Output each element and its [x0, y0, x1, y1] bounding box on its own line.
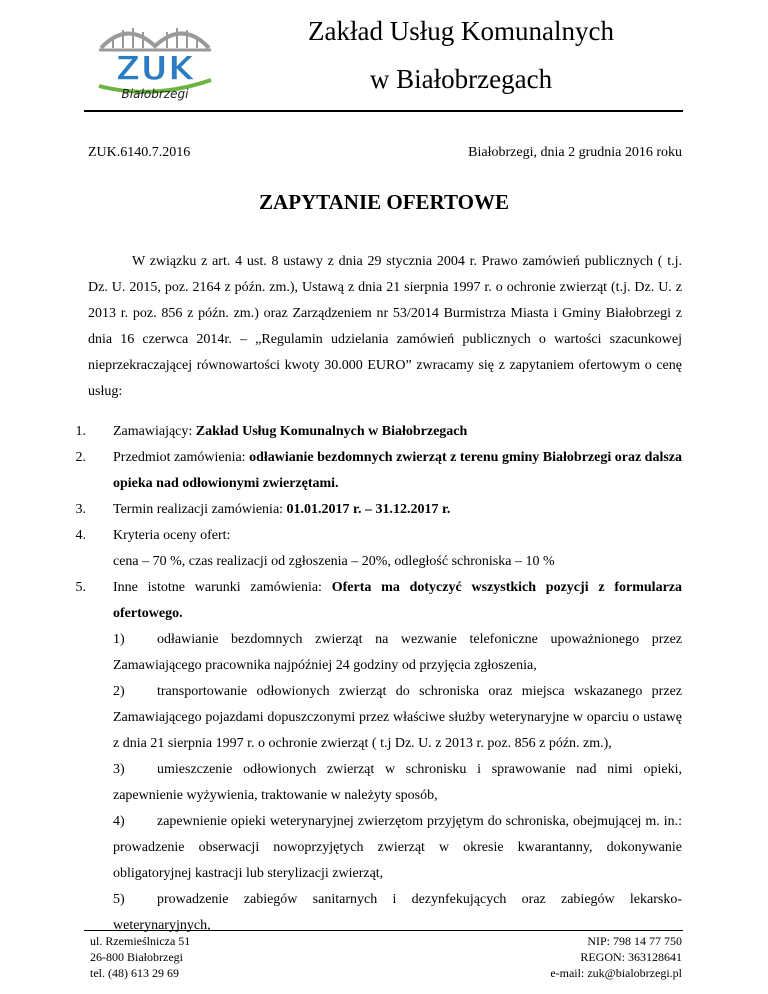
footer-identifiers: [550, 933, 682, 981]
sub-item: [113, 887, 682, 939]
footer-nip: NIP: 798 14 77 750: [587, 934, 682, 948]
sub-item: [113, 809, 682, 887]
zuk-logo: [93, 14, 218, 102]
list-item: [75, 497, 682, 523]
document-date: Białobrzegi, dnia 2 grudnia 2016 roku: [468, 145, 682, 160]
list-number: 1.: [75, 424, 86, 439]
requirements-list: [75, 419, 682, 939]
list-item: [75, 419, 682, 445]
reference-number: ZUK.6140.7.2016: [88, 145, 191, 160]
sub-item-text: prowadzenie zabiegów sanitarnych i dezynfekujących oraz zabiegów lekarsko-weterynaryjnych,: [113, 892, 682, 933]
sub-item: [113, 679, 682, 757]
header-divider: [84, 110, 683, 112]
organization-name: Zakład Usług Komunalnych: [308, 16, 614, 46]
logo-subtext: Białobrzegi: [121, 87, 189, 101]
item-label: Zamawiający:: [113, 424, 196, 439]
document-title: ZAPYTANIE OFERTOWE: [259, 190, 509, 214]
list-item: [75, 445, 682, 497]
sub-item: [113, 757, 682, 809]
footer-street: ul. Rzemieślnicza 51: [90, 934, 191, 948]
item-label: Kryteria oceny ofert:: [113, 528, 231, 543]
document-body: [75, 249, 682, 939]
list-number: 4.: [75, 528, 86, 543]
footer-regon: REGON: 363128641: [580, 950, 682, 964]
item-detail: cena – 70 %, czas realizacji od zgłoszenia – 20%, odległość schroniska – 10 %: [113, 554, 555, 569]
item-label: Inne istotne warunki zamówienia:: [113, 580, 332, 595]
sub-item-text: zapewnienie opieki weterynaryjnej zwierzętom przyjętym do schroniska, obejmującej m. in.: prowadzenie obserwacji nowoprzyjętych zwierząt w okresie kwarantanny, dokonywanie obligatoryjnej kastracji lub sterylizacji zwierząt,: [113, 814, 682, 881]
sub-item-number: 2): [113, 684, 125, 699]
footer-address: [90, 933, 190, 981]
item-value: Oferta ma dotyczyć wszystkich pozycji z formularza ofertowego.: [113, 580, 682, 621]
item-value: Zakład Usług Komunalnych w Białobrzegach: [195, 424, 468, 439]
item-value: 01.01.2017 r. – 31.12.2017 r.: [286, 502, 451, 517]
footer-email: e-mail: zuk@bialobrzegi.pl: [550, 966, 682, 980]
sub-item-text: umieszczenie odłowionych zwierząt w schronisku i sprawowanie nad nimi opieki, zapewnienie wyżywienia, traktowanie w należyty sposób,: [113, 762, 682, 803]
list-item: [75, 523, 682, 575]
sub-item-number: 4): [113, 814, 125, 829]
list-number: 2.: [75, 450, 86, 465]
sub-item-number: 3): [113, 762, 125, 777]
item-label: Przedmiot zamówienia:: [113, 450, 250, 465]
sub-item-text: odławianie bezdomnych zwierząt na wezwanie telefoniczne upoważnionego przez Zamawiającego pracownika najpóźniej 24 godziny od przyjęcia zgłoszenia,: [113, 632, 682, 673]
list-number: 5.: [75, 580, 86, 595]
zuk-logo-graphic: [93, 14, 218, 102]
footer-phone: tel. (48) 613 29 69: [90, 966, 179, 980]
intro-paragraph: W związku z art. 4 ust. 8 ustawy z dnia 29 stycznia 2004 r. Prawo zamówień publicznych ( t.j. Dz. U. 2015, poz. 2164 z późn. zm.), Ustawą z dnia 21 sierpnia 1997 r. o ochronie zwierząt (t.j. Dz. U. z 2013 r. poz. 856 z późn. zm.) oraz Zarządzeniem nr 53/2014 Burmistrza Miasta i Gminy Białobrzegi z dnia 16 czerwca 2014r. – „Regulamin udzielania zamówień publicznych o wartości szacunkowej nieprzekraczającej równowartości kwoty 30.000 EURO” zwracamy się z zapytaniem ofertowym o cenę usług:: [88, 254, 682, 399]
item-value: odławianie bezdomnych zwierząt z terenu gminy Białobrzegi oraz dalsza opieka nad odłowionymi zwierzętami.: [113, 450, 682, 491]
organization-location: w Białobrzegach: [369, 64, 553, 94]
sub-item-number: 1): [113, 632, 125, 647]
footer-postal: 26-800 Białobrzegi: [90, 950, 183, 964]
logo-text: ZUK: [115, 49, 195, 89]
list-number: 3.: [75, 502, 86, 517]
sub-item-text: transportowanie odłowionych zwierząt do schroniska oraz miejsca wskazanego przez Zamawiającego pojazdami dopuszczonymi przez właściwe służby weterynaryjne w oparciu o ustawę z dnia 21 sierpnia 1997 r. o ochronie zwierząt ( t.j Dz. U. z 2013 r. poz. 856 z późn. zm.),: [113, 684, 682, 751]
sub-item: [113, 627, 682, 679]
footer-divider: [84, 930, 683, 931]
sub-item-number: 5): [113, 892, 125, 907]
item-label: Termin realizacji zamówienia:: [113, 502, 287, 517]
list-item: [75, 575, 682, 939]
